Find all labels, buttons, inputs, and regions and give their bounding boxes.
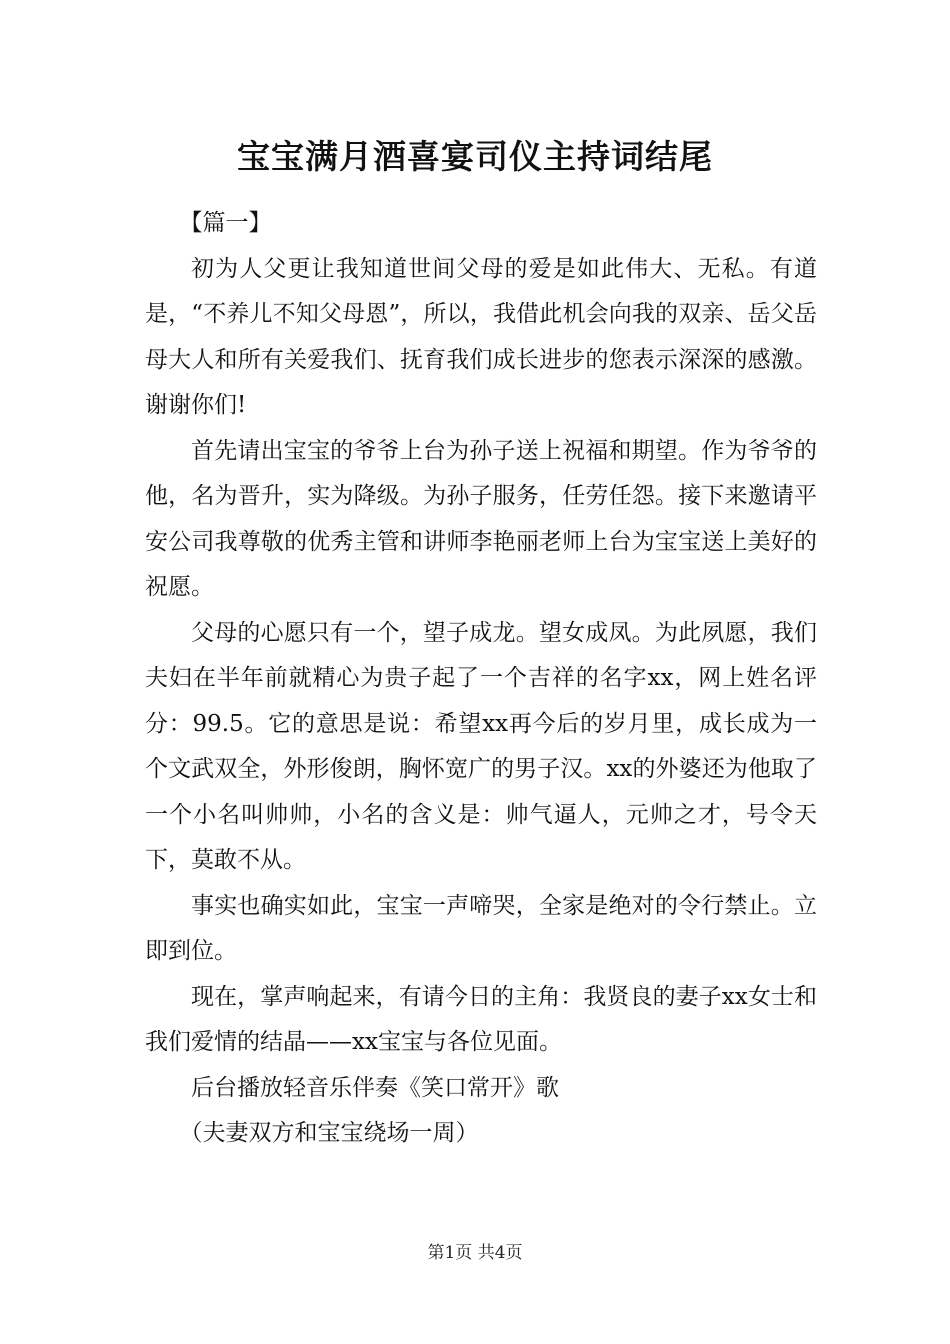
paragraph-5: 现在，掌声响起来，有请今日的主角：我贤良的妻子xx女士和我们爱情的结晶——xx宝宝与各位见面。 xyxy=(145,983,817,1055)
paragraph-2: 首先请出宝宝的爷爷上台为孙子送上祝福和期望。作为爷爷的他，名为晋升，实为降级。为孙子服务，任劳任怨。接下来邀请平安公司我尊敬的优秀主管和讲师李艳丽老师上台为宝宝送上美好的祝愿。 xyxy=(145,437,817,600)
paragraph-6: 后台播放轻音乐伴奏《笑口常开》歌 xyxy=(191,1074,559,1101)
section-label: 【篇一】 xyxy=(179,210,272,236)
paragraph-3: 父母的心愿只有一个，望子成龙。望女成凤。为此夙愿，我们夫妇在半年前就精心为贵子起了一个吉祥的名字xx，网上姓名评分：99.5。它的意思是说：希望xx再今后的岁月里，成长成为一个文武双全，外形俊朗，胸怀宽广的男子汉。xx的外婆还为他取了一个小名叫帅帅，小名的含义是：帅气逼人，元帅之才，号令天下，莫敢不从。 xyxy=(145,619,817,873)
document-title: 宝宝满月酒喜宴司仪主持词结尾 xyxy=(237,137,713,176)
stage-direction: （夫妻双方和宝宝绕场一周） xyxy=(179,1120,479,1146)
paragraph-4: 事实也确实如此，宝宝一声啼哭，全家是绝对的令行禁止。立即到位。 xyxy=(145,892,817,964)
page-footer: 第1页 共4页 xyxy=(427,1243,523,1263)
document-body xyxy=(145,201,817,1157)
paragraph-1: 初为人父更让我知道世间父母的爱是如此伟大、无私。有道是，“不养儿不知父母恩”，所以，我借此机会向我的双亲、岳父岳母大人和所有关爱我们、抚育我们成长进步的您表示深深的感激。谢谢你们! xyxy=(145,255,817,418)
